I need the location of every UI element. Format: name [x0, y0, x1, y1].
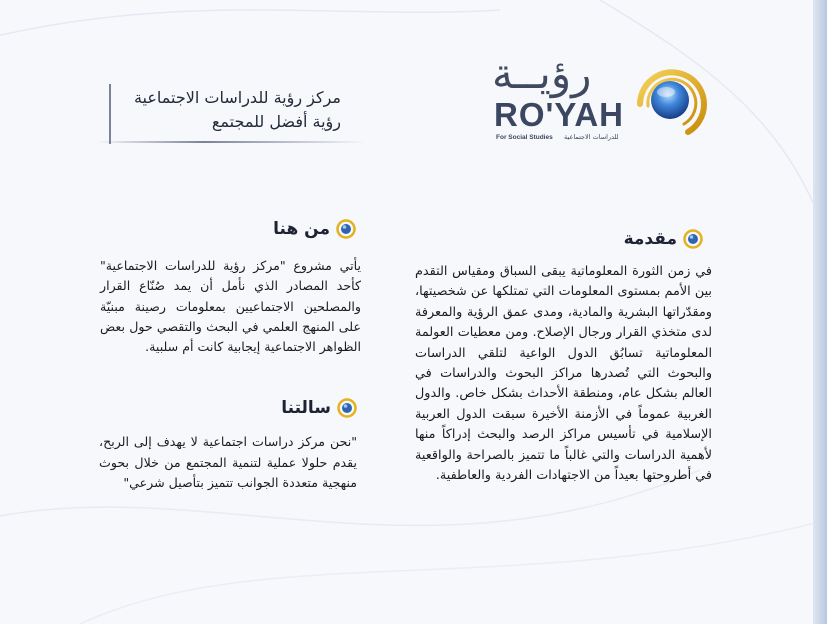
bullet-orb-icon — [337, 398, 357, 418]
tagline — [81, 86, 341, 134]
tagline-horizontal-divider — [96, 141, 366, 143]
logo-english-name: RO'YAH — [494, 96, 624, 133]
bullet-orb-icon — [336, 219, 356, 239]
section-title-intro: مقدمة — [623, 229, 677, 249]
section-title-from-here: من هنا — [273, 219, 330, 239]
section-title-mission: سالتنا — [281, 398, 331, 418]
section-text-mission: "نحن مركز دراسات اجتماعية لا يهدف إلى الربح، يقدم حلولا عملية لتنمية المجتمع من خلال بحوث منهجية متعددة الجوانب تتميز بتأصيل شرعي" — [99, 434, 357, 491]
section-heading-intro — [624, 229, 703, 249]
logo-subtitle-arabic: للدراسات الاجتماعية — [564, 133, 619, 141]
section-text-intro: في زمن الثورة المعلوماتية يبقى السباق ومقياس التقدم بين الأمم بمستوى المعلومات التي تمتلكها عن شخصيتها، ومقدّراتها البشرية والمادية، ومدى عمق الرؤية والمعرفة لدى متخذي القرار ورجال الإصلاح. ومن معطيات العولمة المعلوماتية تسابُق الدول الواعية لتلقي الدراسات والبحوث التي تُصدرها مراكز البحوث والدراسات في العالم بشكل عام، ومنطقة الأحداث بشكل خاص. والدول الغربية عموماً في الأزمنة الأخيرة سبقت الدول العربية الإسلامية في تأسيس مراكز الرصد والبحث إدراكاً منها لأهمية الدراسات والتي غالباً ما تتميز بالصراحة والواقعية في أطروحتها بعيداً من الاجتهادات الفردية والعاطفية. — [415, 264, 712, 484]
tagline-vertical-divider — [109, 84, 111, 144]
tagline-slogan: رؤية أفضل للمجتمع — [211, 112, 341, 131]
logo-orb-icon — [626, 58, 712, 144]
royah-logo — [488, 49, 728, 144]
tagline-center-name: مركز رؤية للدراسات الاجتماعية — [133, 88, 341, 107]
section-text-from-here: يأتي مشروع "مركز رؤية للدراسات الاجتماعية" كأحد المصادر الذي نأمل أن يمد صُنّاع القرار والمصلحين الاجتماعيين بمعلومات رصينة مبنيّة على المنهج العلمي في البحث والتقصي حول بعض الظواهر الاجتماعية إيجابية كانت أم سلبية. — [100, 258, 361, 355]
section-heading-mission — [281, 398, 357, 418]
section-heading-from-here — [273, 219, 356, 239]
logo-subtitle-english: For Social Studies — [496, 134, 553, 141]
page-edge-shadow — [813, 0, 827, 624]
bullet-orb-icon — [683, 229, 703, 249]
logo-arabic-name: رؤيــة — [492, 49, 592, 98]
